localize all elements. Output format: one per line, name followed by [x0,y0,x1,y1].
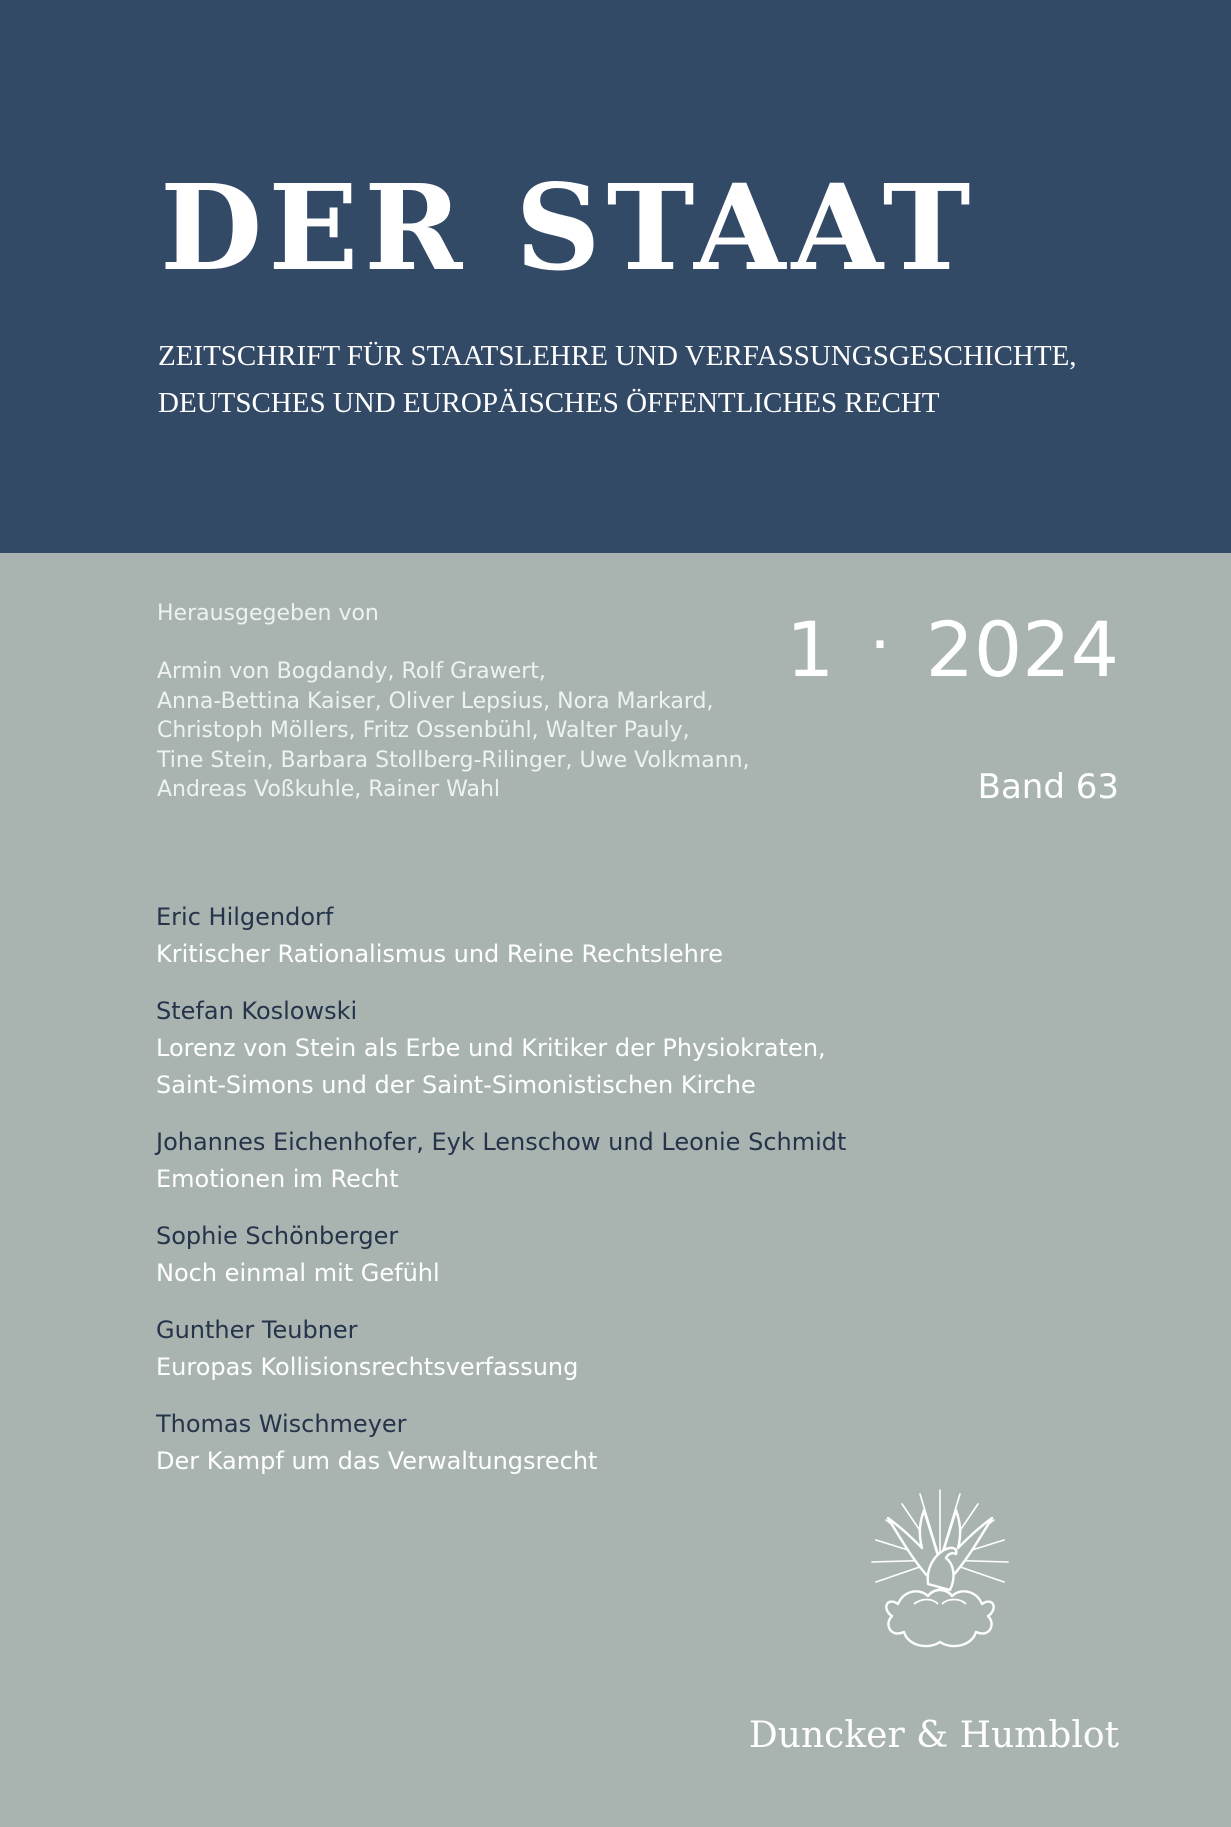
article-title: Saint-Simons und der Saint-Simonistischen Kirche [156,1071,756,1099]
table-of-contents [156,899,846,1480]
article-author: Eric Hilgendorf [156,903,334,931]
journal-title: DER STAAT [160,158,977,297]
article-title: Lorenz von Stein als Erbe und Kritiker der Physiokraten, [156,1034,826,1062]
phoenix-emblem-icon [868,1486,1012,1654]
article-entry [156,993,846,1104]
editors-line: Armin von Bogdandy, Rolf Grawert, [157,659,546,684]
issue-year: 2024 [925,605,1119,694]
article-entry [156,1124,846,1198]
article-entry [156,1218,846,1292]
article-author: Sophie Schönberger [156,1222,399,1250]
article-title: Der Kampf um das Verwaltungsrecht [156,1447,598,1475]
subtitle-line: DEUTSCHES UND EUROPÄISCHES ÖFFENTLICHES RECHT [158,387,940,419]
editors-list [157,657,750,805]
subtitle-line: ZEITSCHRIFT FÜR STAATSLEHRE UND VERFASSUNGSGESCHICHTE, [158,340,1077,372]
volume-label: Band 63 [977,767,1119,807]
editors-line: Andreas Voßkuhle, Rainer Wahl [157,777,501,802]
article-author: Stefan Koslowski [156,997,358,1025]
cover-body [0,553,1231,1827]
editors-label: Herausgegeben von [157,601,379,626]
article-title: Kritischer Rationalismus und Reine Rechtslehre [156,940,723,968]
journal-subtitle [158,333,1077,427]
issue-number [786,605,1119,694]
editors-line: Anna-Bettina Kaiser, Oliver Lepsius, Nora Markard, [157,688,714,714]
article-entry [156,1406,846,1480]
article-title: Noch einmal mit Gefühl [156,1259,440,1287]
publisher-name: Duncker & Humblot [748,1715,1119,1756]
article-author: Thomas Wischmeyer [156,1410,407,1438]
editors-line: Christoph Möllers, Fritz Ossenbühl, Walter Pauly, [157,718,690,743]
article-entry [156,1312,846,1386]
header-band [0,0,1231,553]
issue-separator: · [872,622,888,668]
article-author: Gunther Teubner [156,1316,358,1344]
article-author: Johannes Eichenhofer, Eyk Lenschow und Leonie Schmidt [156,1128,847,1156]
article-entry [156,899,846,973]
article-title: Emotionen im Recht [156,1165,399,1193]
article-title: Europas Kollisionsrechtsverfassung [156,1353,579,1381]
issue-num: 1 [786,605,835,694]
editors-line: Tine Stein, Barbara Stollberg-Rilinger, Uwe Volkmann, [157,747,750,773]
